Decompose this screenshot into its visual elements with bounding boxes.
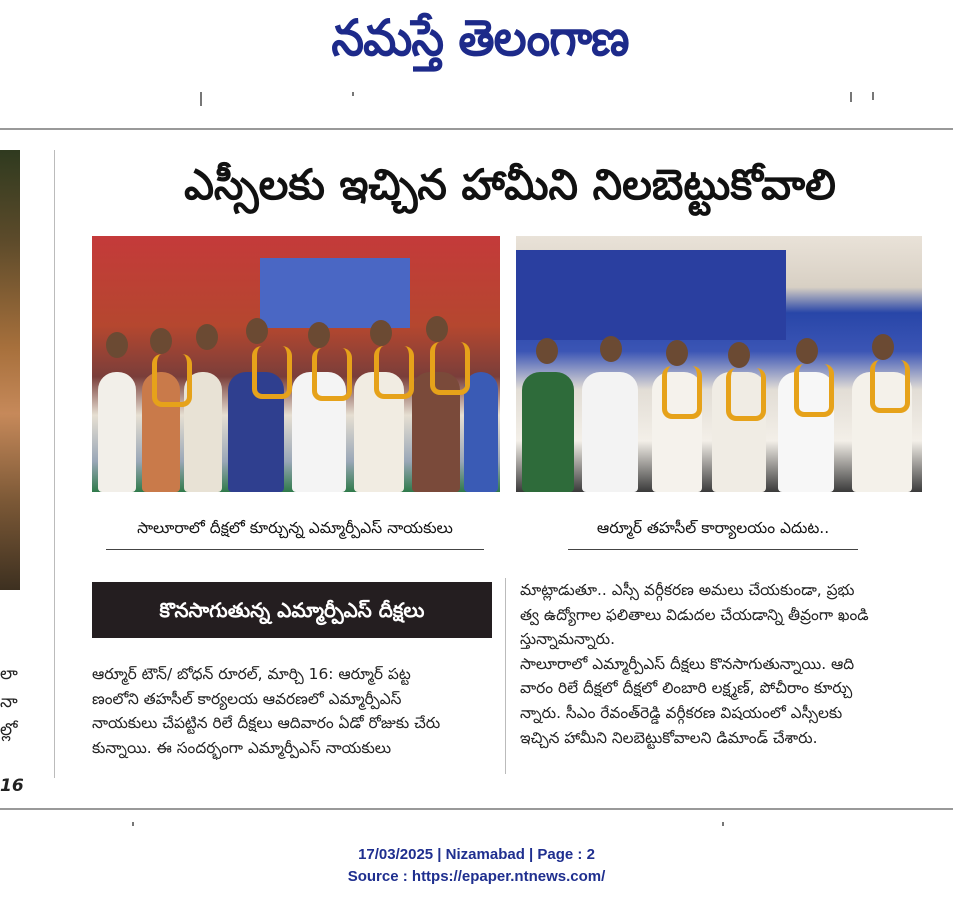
body-line: సాలూరాలో ఎమ్మార్పీఎస్ దీక్షలు కొనసాగుతున్నాయి. ఆది xyxy=(520,654,855,673)
body-line: ఇచ్చిన హామీని నిలబెట్టుకోవాలని డిమాండ్ చేశారు. xyxy=(520,728,818,747)
person xyxy=(464,372,498,492)
column-divider xyxy=(505,578,506,774)
photo-protesters-seated xyxy=(92,236,500,492)
flower-garland xyxy=(152,354,192,407)
head xyxy=(796,338,818,364)
column-divider xyxy=(54,150,55,778)
body-line: కున్నాయి. ఈ సందర్భంగా ఎమ్మార్పీఎస్ నాయకులు xyxy=(92,738,392,757)
head xyxy=(426,316,448,342)
head xyxy=(536,338,558,364)
head xyxy=(308,322,330,348)
body-line: నాయకులు చేపట్టిన రిలే దీక్షలు ఆదివారం ఏడో రోజుకు చేరు xyxy=(92,714,441,733)
flower-garland xyxy=(794,364,834,417)
top-tick-marks xyxy=(0,92,953,106)
adjacent-text-fragment: నా xyxy=(0,692,18,712)
tick-mark xyxy=(200,92,202,106)
masthead xyxy=(0,0,953,78)
head xyxy=(370,320,392,346)
head xyxy=(600,336,622,362)
article-body-left xyxy=(92,662,494,760)
head xyxy=(150,328,172,354)
top-divider xyxy=(0,128,953,130)
footer-date-edition: 17/03/2025 | Nizamabad | Page : 2 xyxy=(358,846,595,863)
flower-garland xyxy=(374,346,414,399)
tick-mark xyxy=(352,92,354,96)
flower-garland xyxy=(252,346,292,399)
tick-mark xyxy=(132,822,134,826)
article-subheading: కొనసాగుతున్న ఎమ్మార్పీఎస్ దీక్షలు xyxy=(92,582,492,638)
head xyxy=(666,340,688,366)
footer-source: Source : https://epaper.ntnews.com/ xyxy=(347,868,606,885)
flower-garland xyxy=(662,366,702,419)
body-line: స్తున్నామన్నారు. xyxy=(520,630,616,649)
protest-banner xyxy=(516,250,786,340)
flower-garland xyxy=(870,360,910,413)
tick-mark xyxy=(850,92,852,102)
body-line: మాట్లాడుతూ.. ఎస్సీ వర్గీకరణ అమలు చేయకుండా, ప్రభు xyxy=(520,581,855,599)
adjacent-text-fragment: ల్లో xyxy=(0,720,18,740)
photo-caption-right: ఆర్మూర్ తహసీల్ కార్యాలయం ఎదుట.. xyxy=(596,519,830,537)
flower-garland xyxy=(430,342,470,395)
person xyxy=(98,372,136,492)
article-body-right xyxy=(520,578,924,750)
body-line: వారం రిలే దీక్షలో దీక్షలో లింబారి లక్ష్మణ్, పోచీరాం కూర్చు xyxy=(520,679,853,698)
person xyxy=(582,372,638,492)
flower-garland xyxy=(726,368,766,421)
head xyxy=(196,324,218,350)
newspaper-logo: నమస్తే తెలంగాణ xyxy=(331,9,629,67)
head xyxy=(872,334,894,360)
head xyxy=(246,318,268,344)
protest-banner xyxy=(260,258,410,328)
bottom-tick-marks xyxy=(0,822,953,830)
tick-mark xyxy=(872,92,874,100)
flower-garland xyxy=(312,348,352,401)
head xyxy=(728,342,750,368)
head xyxy=(106,332,128,358)
bottom-divider xyxy=(0,808,953,810)
caption-underline xyxy=(106,549,484,550)
body-line: ణంలోని తహసీల్ కార్యలయ ఆవరణలో ఎమ్మార్పీఎస్ xyxy=(92,689,402,708)
adjacent-article-photo xyxy=(0,150,20,590)
body-line: ఆర్మూర్ టౌన్/ బోధన్ రూరల్, మార్చి 16: ఆర్మూర్ పట్ట xyxy=(92,665,411,683)
person xyxy=(522,372,574,492)
adjacent-text-fragment: 16 xyxy=(0,776,24,796)
photo-armoor-protest xyxy=(516,236,922,492)
adjacent-text-fragment: లా xyxy=(0,664,18,684)
body-line: త్వ ఉద్యోగాల ఫలితాలు విడుదల చేయడాన్ని తీవ్రంగా ఖండి xyxy=(520,605,869,624)
article-headline: ఎస్సీలకు ఇచ్చిన హామీని నిలబెట్టుకోవాలి xyxy=(184,160,836,209)
photo-caption-left: సాలూరాలో దీక్షలో కూర్చున్న ఎమ్మార్పీఎస్ నాయకులు xyxy=(137,519,453,537)
tick-mark xyxy=(722,822,724,826)
caption-underline xyxy=(568,549,858,550)
body-line: న్నారు. సీఎం రేవంత్‌రెడ్డి వర్గీకరణ విషయంలో ఎస్సీలకు xyxy=(520,703,843,722)
